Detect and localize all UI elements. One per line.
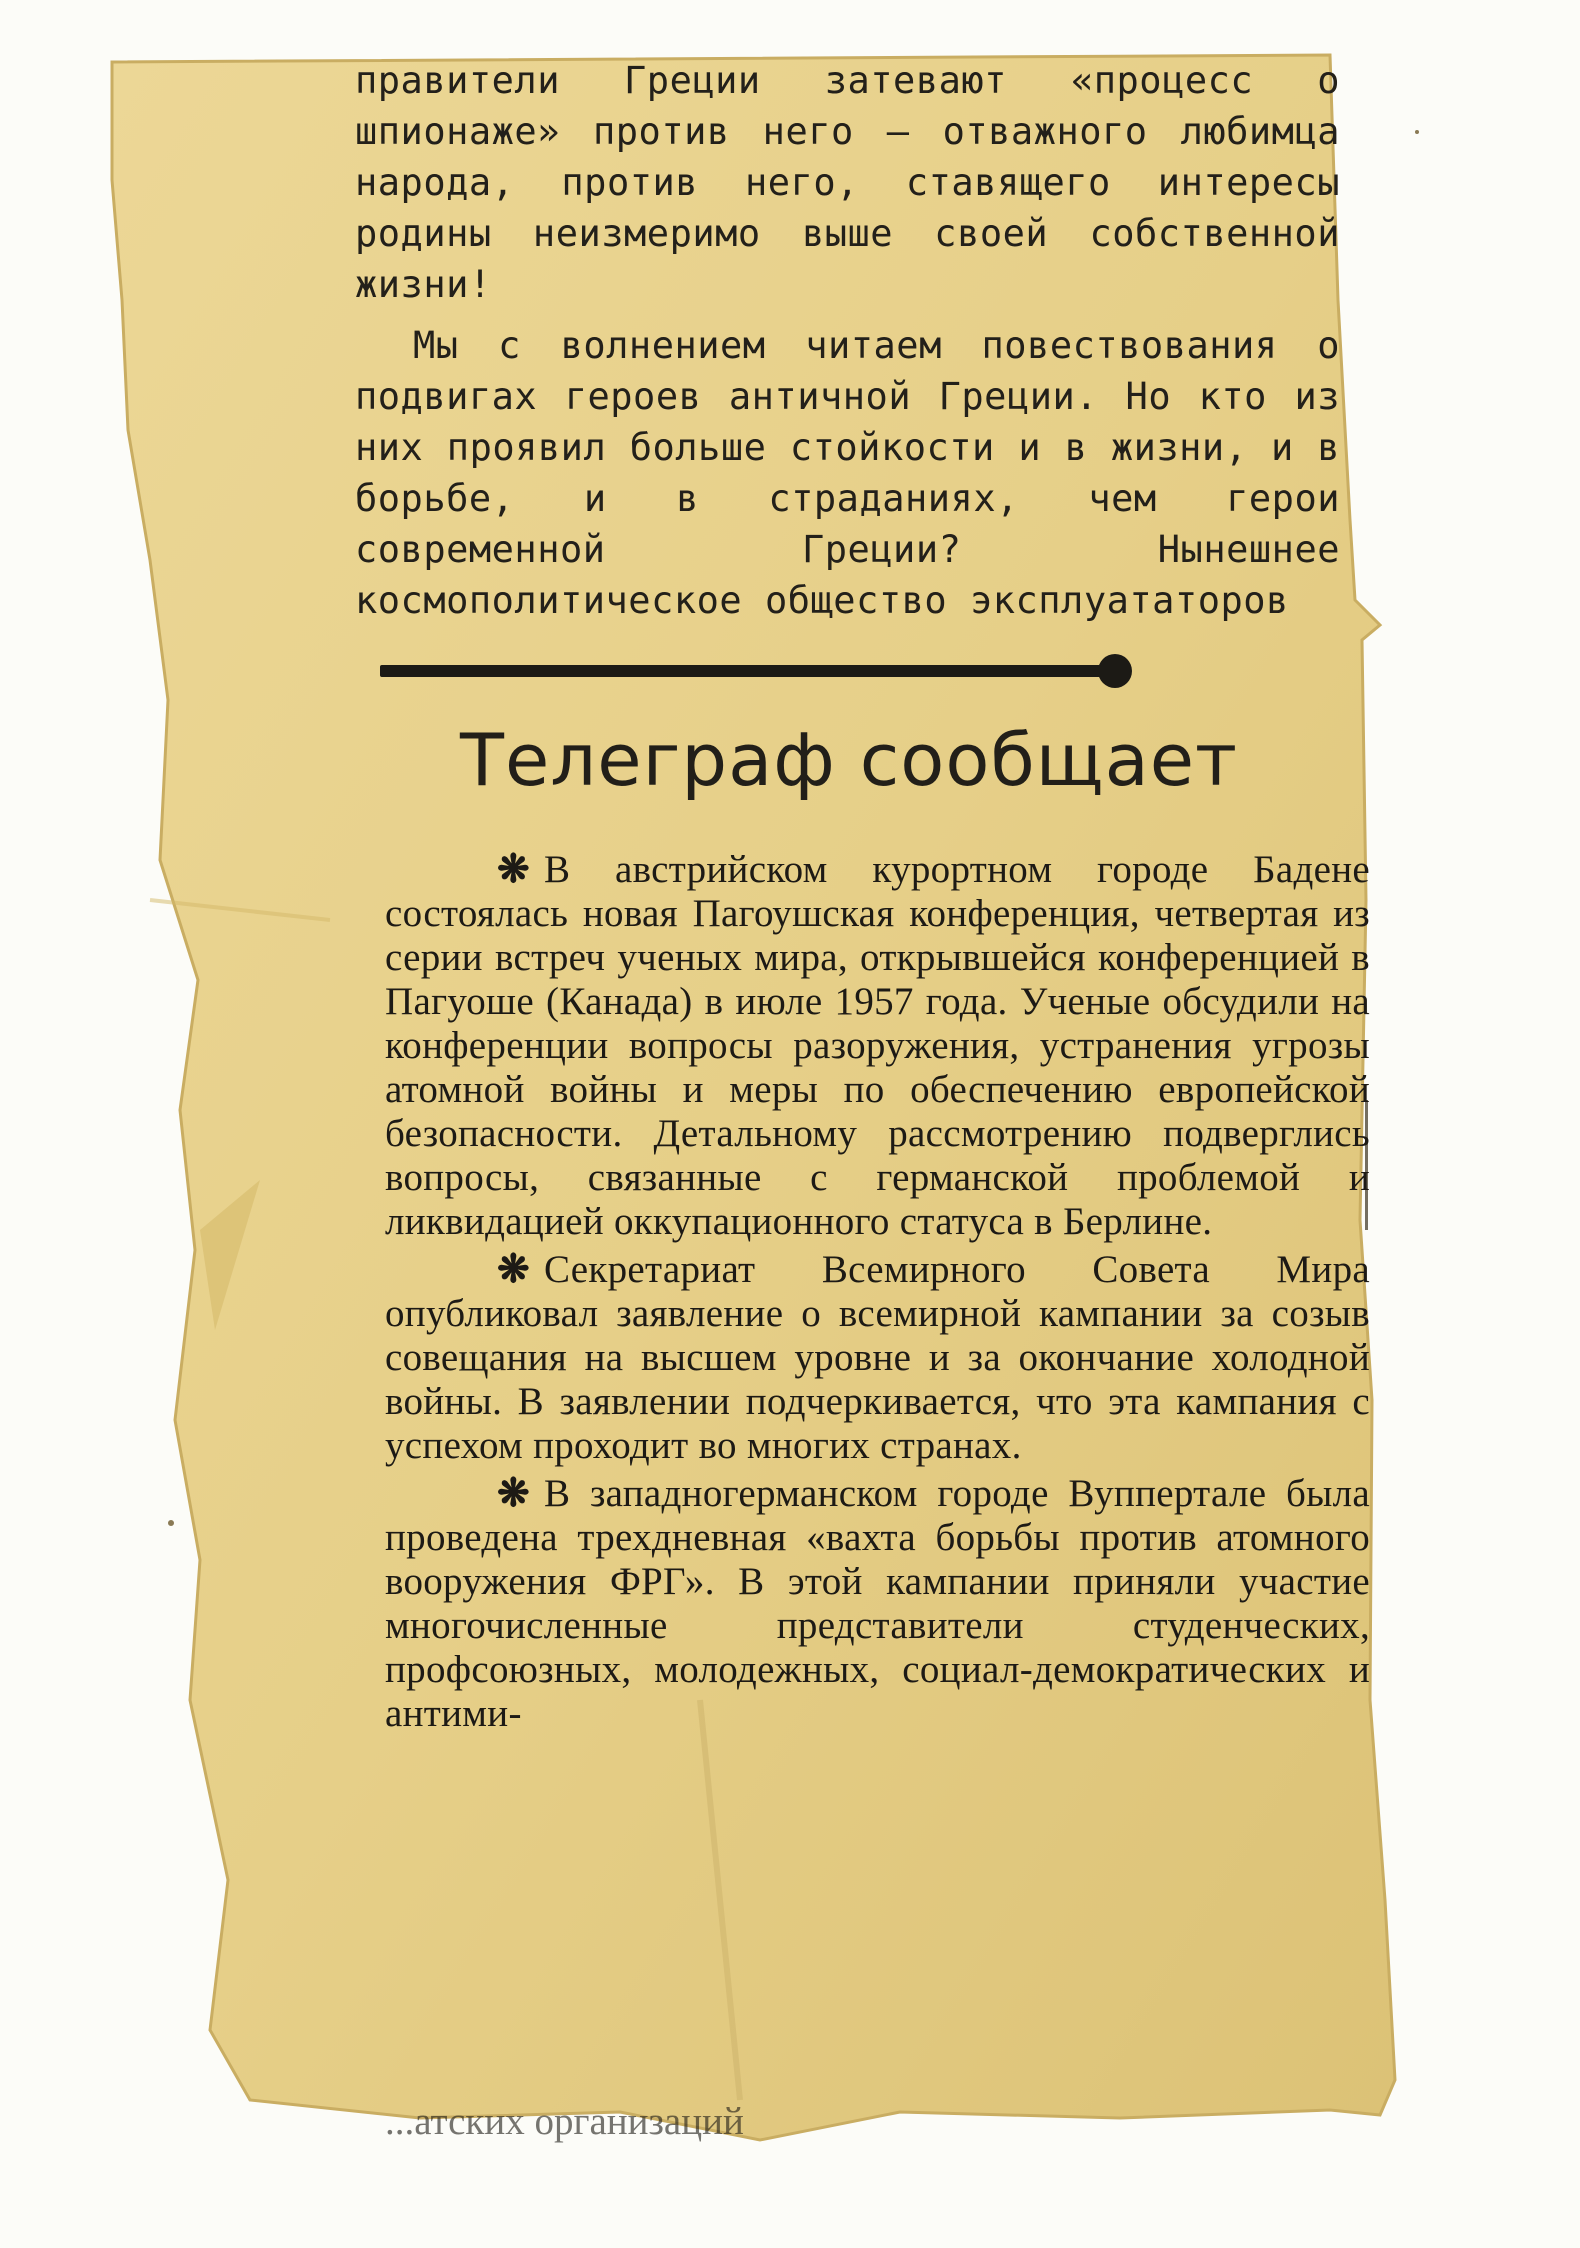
paper-speck	[1415, 130, 1419, 134]
news-item	[385, 1472, 1370, 1736]
telegraph-news-column	[385, 848, 1370, 1740]
asterisk-flower-icon: ❋	[497, 1248, 530, 1291]
section-headline: Телеграф сообщает	[460, 718, 1238, 802]
divider-dot	[1098, 654, 1132, 688]
news-item	[385, 1248, 1370, 1468]
paper-speck	[168, 1520, 174, 1526]
news-item	[385, 848, 1370, 1244]
news-item-text: В австрийском курортном городе Бадене состоялась новая Пагоушская конференция, четвертая из серии встреч ученых мира, открывшейся конференцией в Пагуоше (Канада) в июле 1957 года. Ученые обсудили на конференции вопросы разоружения, устранения угрозы атомной войны и меры по обеспечению европейской безопасности. Детальному рассмотрению подверглись вопросы, связанные с германской проблемой и ликвидацией оккупационного статуса в Берлине.	[385, 848, 1370, 1243]
news-item-text: Секретариат Всемирного Совета Мира опубликовал заявление о всемирной кампании за созыв совещания на высшем уровне и за окончание холодной войны. В заявлении подчеркивается, что эта кампания с успехом проходит во многих странах.	[385, 1248, 1370, 1467]
upper-paragraph: Мы с волнением читаем повествования о подвигах героев античной Греции. Но кто из них проявил больше стойкости и в жизни, и в борьбе, и в страданиях, чем герои современной Греции? Нынешнее космополитическое общество эксплуататоров	[355, 324, 1340, 622]
torn-off-text: ...атских организаций	[385, 2100, 744, 2143]
upper-paragraph: правители Греции затевают «процесс о шпионаже» против него — отважного любимца народа, против него, ставящего интересы родины неизмеримо выше своей собственной жизни!	[355, 59, 1340, 306]
news-item-text: В западногерманском городе Вуппертале была проведена трехдневная «вахта борьбы против атомного вооружения ФРГ». В этой кампании приняли участие многочисленные представители студенческих, профсоюзных, молодежных, социал-демократических и антими-	[385, 1472, 1370, 1735]
asterisk-flower-icon: ❋	[497, 848, 530, 891]
previous-article-text	[355, 55, 1340, 626]
section-divider	[380, 665, 1110, 677]
asterisk-flower-icon: ❋	[497, 1472, 530, 1515]
